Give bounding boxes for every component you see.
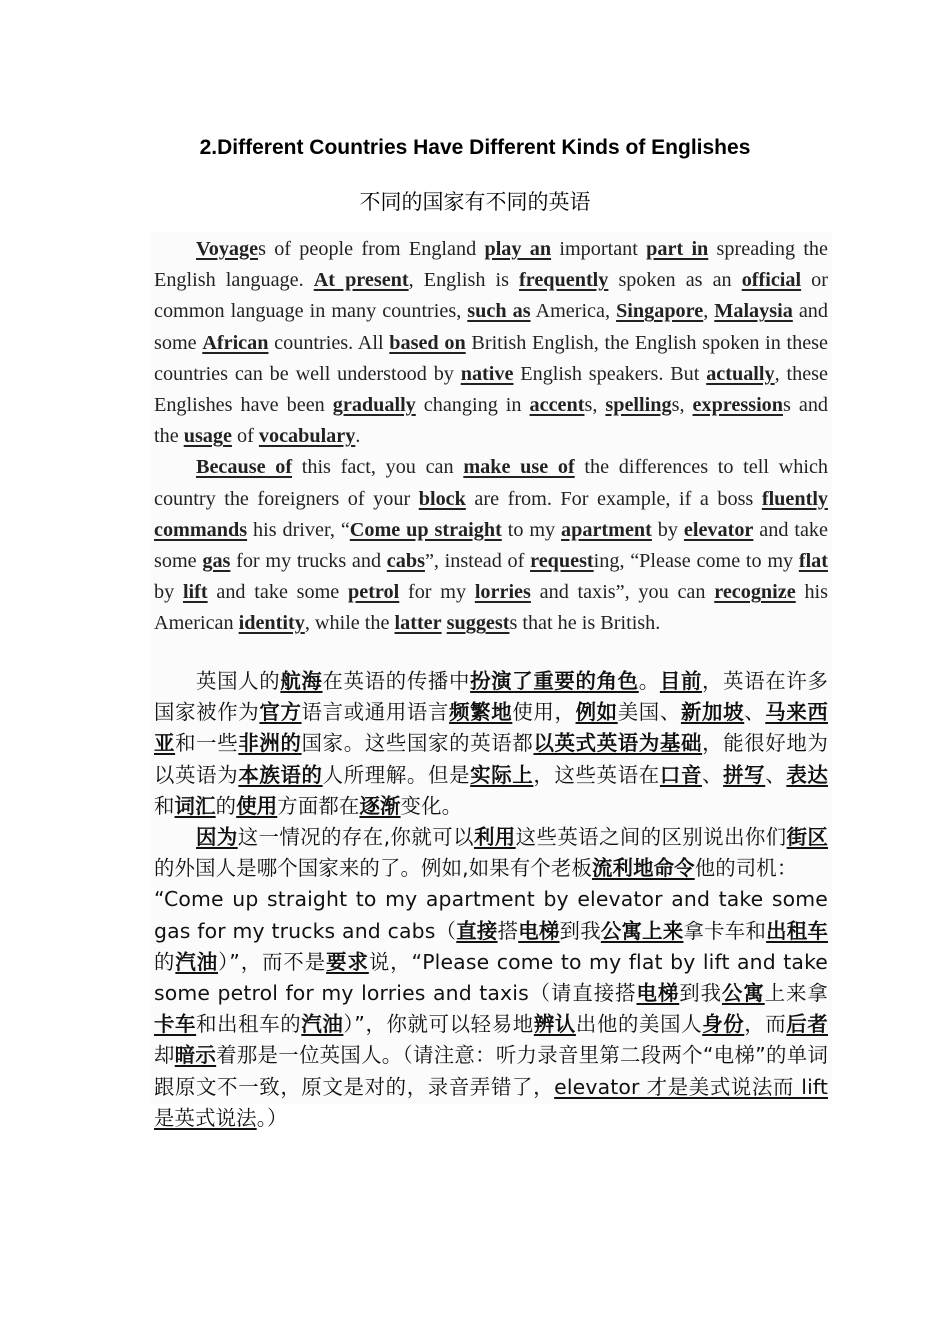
chinese-key-term: 航海 [280, 669, 323, 693]
chinese-text: 和一些 [175, 731, 239, 756]
chinese-text: 搭 [497, 918, 519, 943]
chinese-key-term: 后者 [786, 1012, 828, 1037]
chinese-text: 、 [744, 700, 766, 725]
english-key-term: expression [692, 394, 783, 417]
chinese-key-term: 公寓 [721, 981, 765, 1006]
english-text: British English, the English spoken in these countries can be well understood by [154, 331, 828, 385]
chinese-text: 在英语的传播中 [322, 669, 471, 693]
english-key-term: usage [183, 425, 232, 448]
chinese-text: 上来拿 [764, 981, 828, 1006]
english-key-term: part in [646, 238, 709, 260]
english-key-term: frequently [519, 269, 609, 292]
english-text: important [551, 238, 647, 260]
english-key-term: request [530, 550, 594, 573]
chinese-translation [154, 666, 828, 1134]
english-text: countries. All [268, 331, 390, 354]
chinese-key-term: 暗示 [174, 1043, 217, 1068]
english-key-term: block [418, 487, 466, 510]
chinese-key-term: 扮演了重要的角色 [470, 669, 639, 693]
english-key-term: latter [394, 612, 442, 635]
english-text: , [703, 300, 715, 323]
chinese-text: 的 [215, 793, 237, 818]
chinese-key-term: 新加坡 [680, 700, 745, 725]
english-key-term: Singapore [616, 300, 704, 323]
english-text: , while the [304, 612, 395, 635]
english-paragraph [154, 234, 828, 452]
english-text: ”, instead of [424, 550, 531, 573]
chinese-text: 拿卡车和 [683, 918, 767, 943]
chinese-text: ，英语在许多国家被作为 [154, 669, 828, 725]
english-text: this fact, you can [292, 456, 464, 479]
chinese-paragraph [154, 666, 828, 822]
english-key-term: commands [154, 518, 248, 541]
chinese-text: 美国、 [617, 700, 681, 725]
english-text: English speakers. But [513, 362, 707, 385]
document-subtitle: 不同的国家有不同的英语 [359, 190, 591, 214]
chinese-key-term: 本族语的 [238, 762, 323, 787]
chinese-key-term: 频繁地 [449, 700, 513, 725]
english-text: by [154, 581, 183, 604]
english-key-term: identity [238, 612, 305, 635]
chinese-key-term: 电梯 [518, 918, 560, 943]
chinese-text: ，能很好地为以英语为 [154, 731, 829, 787]
chinese-key-term: 要求 [326, 949, 369, 974]
english-key-term: Malaysia [714, 300, 793, 323]
chinese-key-term: 汽油 [301, 1012, 344, 1037]
english-text: and take some [154, 518, 828, 573]
english-text: of [231, 425, 259, 448]
english-key-term: based on [389, 331, 466, 354]
english-key-term: lift [182, 581, 208, 604]
english-key-term: Voyage [196, 238, 259, 260]
english-text: ing, “Please come to my [593, 550, 799, 573]
chinese-key-term: 辨认 [533, 1012, 576, 1037]
english-key-term: gradually [332, 394, 416, 417]
english-key-term: official [741, 269, 802, 292]
english-text: are from. For example, if a boss [465, 487, 762, 510]
chinese-key-term: 逐渐 [359, 793, 401, 818]
english-key-term: petrol [348, 581, 400, 604]
english-key-term: accent [529, 394, 585, 417]
english-passage [154, 234, 828, 640]
english-text: and some [154, 300, 828, 354]
chinese-text: 、 [765, 762, 787, 787]
english-key-term: spelling [605, 394, 672, 417]
english-key-term: suggest [446, 612, 510, 635]
english-text: or common language in many countries, [154, 269, 829, 323]
chinese-text: 。 [638, 669, 660, 693]
chinese-text: 。） [256, 1105, 288, 1130]
english-text: s of people from England [258, 238, 485, 260]
english-key-term: Come up straight [349, 518, 502, 541]
chinese-text: 的 [154, 949, 176, 974]
english-key-term: fluently [761, 487, 829, 510]
english-text: changing in [415, 394, 530, 417]
chinese-text: ）”，而不是 [218, 949, 327, 974]
chinese-text: ，而 [744, 1012, 787, 1037]
english-key-term: recognize [714, 581, 796, 604]
english-text: to my [501, 518, 562, 541]
chinese-text: 国家。这些国家的英语都 [301, 731, 534, 756]
chinese-key-term: 直接 [456, 918, 498, 943]
chinese-key-term: 因为 [196, 825, 238, 850]
chinese-paragraph [154, 822, 828, 884]
chinese-text: 着那是一位英国人。（请注意：听力录音里第二段两个“电梯”的单词跟原文不一致，原文是对的，录音弄错了， [154, 1043, 829, 1099]
chinese-text: “Come up straight to my apartment by elevator and take some gas for my trucks and cabs（ [154, 887, 828, 943]
english-text: America, [530, 300, 617, 323]
english-text: , these Englishes have been [154, 362, 828, 417]
chinese-key-term: 卡车 [154, 1012, 197, 1037]
chinese-key-term: 词汇 [174, 793, 216, 818]
english-key-term: Because of [196, 456, 293, 479]
chinese-text: 的外国人是哪个国家来的了。例如,如果有个老板 [154, 856, 592, 881]
chinese-text: 英国人的 [196, 669, 281, 693]
chinese-key-term: 表达 [786, 762, 828, 787]
chinese-key-term: 官方 [259, 700, 302, 725]
chinese-key-term: 例如 [575, 700, 618, 725]
english-text: and take some [207, 581, 349, 604]
chinese-key-term: 以英式英语为基础 [533, 731, 703, 756]
chinese-text: 这些英语之间的区别说出你们 [515, 825, 787, 850]
chinese-key-term: 使用 [236, 793, 278, 818]
english-key-term: lorries [474, 581, 531, 604]
chinese-key-term: 马来西亚 [154, 700, 828, 756]
english-text: his driver, “ [247, 518, 350, 541]
chinese-key-term: 流利地命令 [591, 856, 695, 881]
chinese-text: ）”，你就可以轻易地 [343, 1012, 534, 1037]
chinese-key-term: 利用 [473, 825, 516, 850]
chinese-text: 使用， [512, 700, 576, 725]
english-key-term: At present [313, 269, 409, 292]
document-title: 2.Different Countries Have Different Kinds of Englishes [199, 136, 751, 159]
chinese-text: 到我 [679, 981, 722, 1006]
chinese-text: 说，“Please come to my flat by lift and take some petrol for my lorries and taxis（请直接搭 [154, 949, 828, 1006]
chinese-key-term: 身份 [702, 1012, 745, 1037]
english-text: and taxis”, you can [530, 581, 715, 604]
english-text: s, [584, 394, 606, 417]
english-text: for my [399, 581, 475, 604]
english-text: spreading the English language. [154, 238, 828, 292]
chinese-text: 、 [702, 762, 724, 787]
chinese-key-term: 街区 [786, 825, 829, 850]
chinese-key-term: 拼写 [723, 762, 766, 787]
chinese-text: 这一情况的存在,你就可以 [237, 825, 474, 850]
chinese-key-term: 汽油 [175, 949, 219, 974]
english-key-term: native [460, 362, 514, 385]
chinese-text: ，这些英语在 [533, 762, 660, 787]
english-text: the differences to tell which country the foreigners of your [154, 456, 828, 510]
english-text: spoken as an [608, 269, 742, 292]
english-key-term: flat [798, 550, 828, 573]
chinese-text: 却 [154, 1043, 175, 1068]
english-paragraph [154, 452, 828, 639]
chinese-text: 语言或通用语言 [301, 700, 450, 725]
english-text: s and the [154, 394, 829, 448]
english-text: , English is [408, 269, 520, 292]
chinese-text: 他的司机： [694, 856, 798, 881]
english-text: for my trucks and [230, 550, 387, 573]
chinese-key-term: 口音 [659, 762, 703, 787]
english-text: his American [154, 581, 829, 635]
english-key-term: play an [484, 238, 552, 260]
chinese-text: 出他的美国人 [575, 1012, 703, 1037]
chinese-key-term: 公寓上来 [600, 918, 684, 943]
chinese-key-term: 电梯 [636, 981, 680, 1006]
english-key-term: actually [706, 362, 775, 385]
english-text: s, [671, 394, 693, 417]
english-text: s that he is British. [509, 612, 661, 635]
chinese-key-term: 非洲的 [238, 731, 302, 756]
english-key-term: elevator [683, 518, 754, 541]
chinese-key-term: 出租车 [766, 918, 828, 943]
chinese-paragraph [154, 884, 828, 1134]
chinese-key-term: 目前 [659, 669, 703, 693]
chinese-key-term: 实际上 [470, 762, 534, 787]
chinese-text: 方面都在 [277, 793, 360, 818]
english-key-term: make use of [463, 456, 575, 479]
chinese-text: 和 [154, 793, 175, 818]
english-key-term: apartment [561, 518, 652, 541]
english-text: . [355, 425, 361, 448]
chinese-text: 和出租车的 [196, 1012, 302, 1037]
english-key-term: such as [467, 300, 531, 323]
chinese-text: 到我 [559, 918, 601, 943]
english-key-term: vocabulary [258, 425, 356, 448]
english-key-term: gas [202, 550, 231, 573]
english-text: by [651, 518, 684, 541]
chinese-text: 变化。 [400, 793, 463, 818]
chinese-text: 人所理解。但是 [322, 762, 471, 787]
english-key-term: cabs [386, 550, 425, 573]
chinese-note-underlined: elevator 才是美式说法而 lift 是英式说法 [154, 1074, 828, 1130]
english-key-term: African [202, 331, 269, 354]
